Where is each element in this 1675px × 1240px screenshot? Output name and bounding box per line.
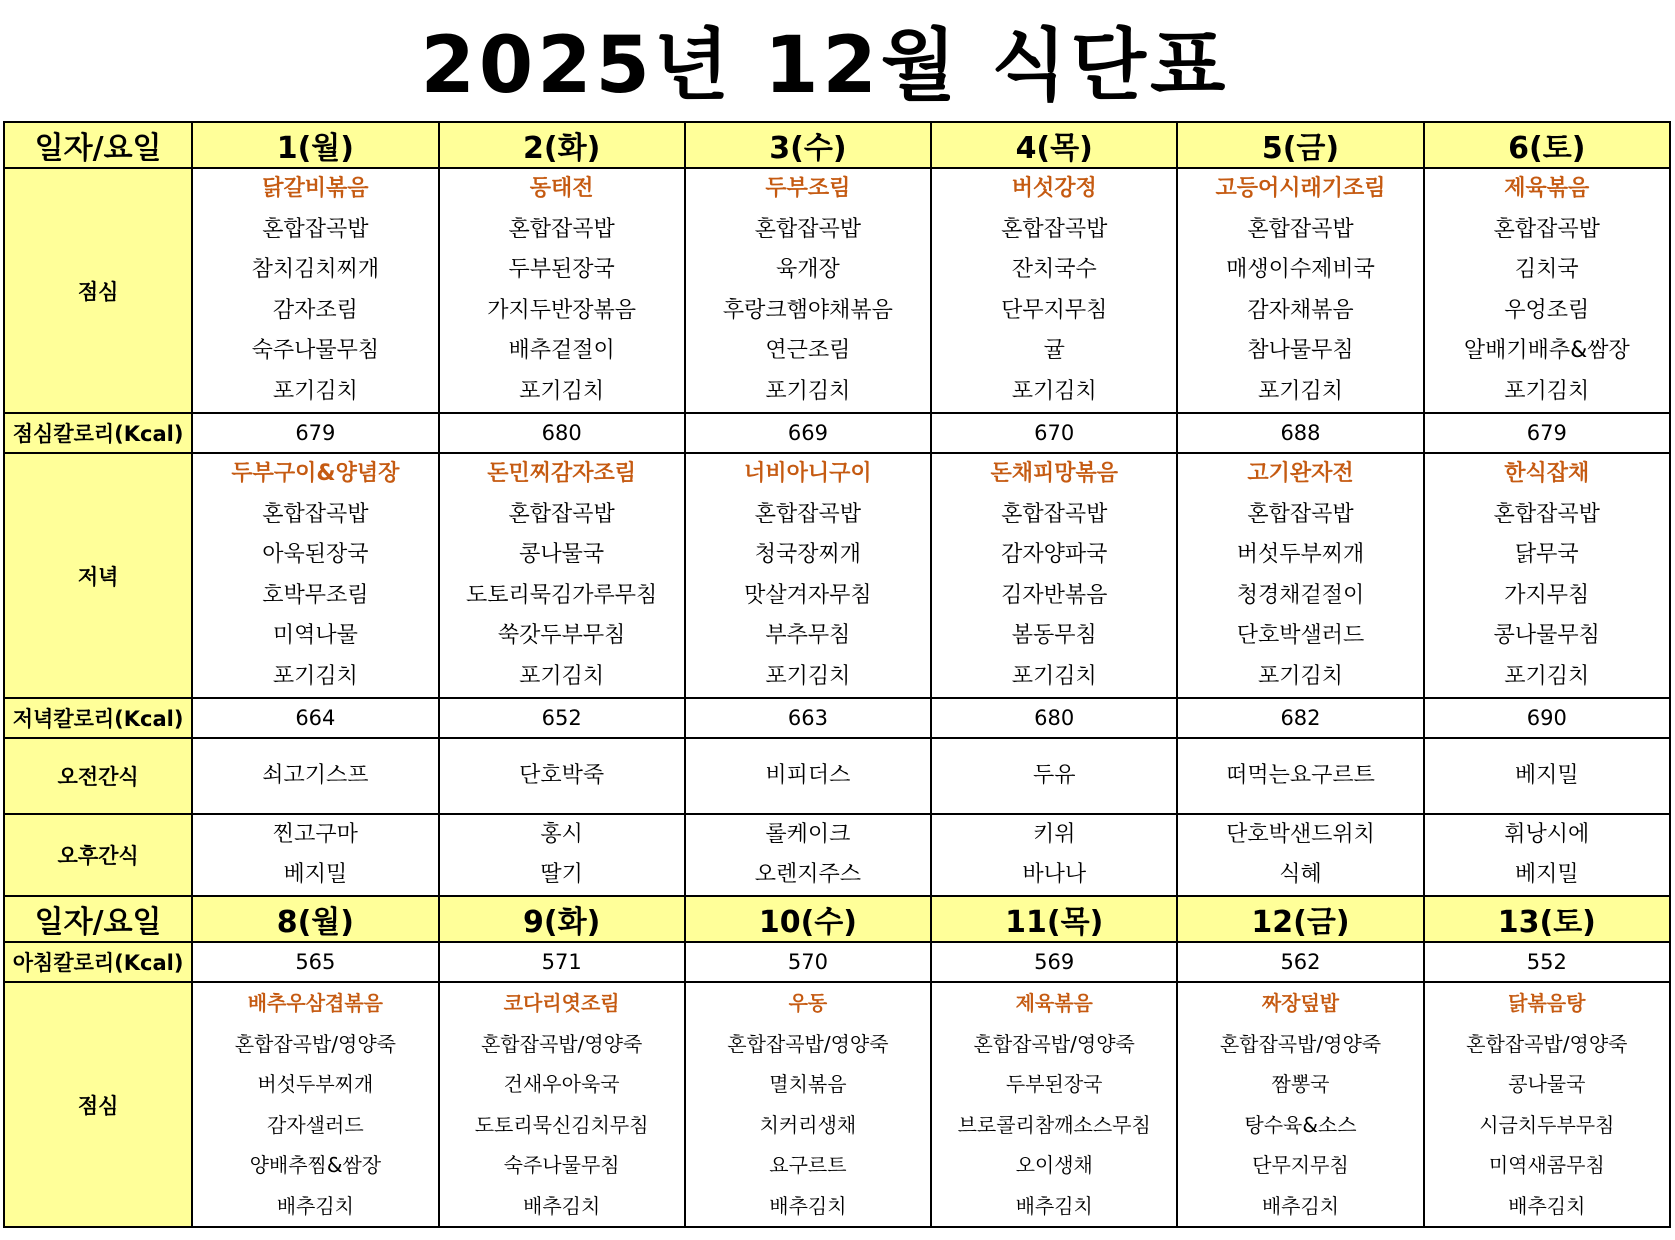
menu-item: 단호박샐러드 [1236,623,1365,648]
menu-list [686,756,930,796]
main-dish: 닭볶음탕 [1508,991,1586,1015]
menu-item: 배추김치 [769,1193,847,1218]
menu-item: 단호박죽 [519,763,605,788]
menu-list [193,454,437,697]
menu-item: 배추김치 [276,1193,354,1218]
kcal-value: 571 [439,942,685,982]
menu-item: 혼합잡곡밥/영양죽 [1466,1031,1628,1056]
main-dish: 두부구이&양념장 [231,461,400,486]
menu-cell [1424,814,1670,896]
menu-item: 숙주나물무침 [503,1153,620,1177]
main-dish: 닭갈비볶음 [262,176,369,201]
menu-item: 포기김치 [519,663,605,689]
menu-item: 콩나물국 [1508,1072,1586,1096]
menu-item: 혼합잡곡밥 [508,216,615,242]
menu-list [440,756,684,796]
kcal-value: 562 [1177,942,1423,982]
menu-list [1178,815,1422,895]
menu-item: 단무지무침 [1001,297,1108,323]
menu-item: 콩나물국 [519,542,605,567]
menu-list [193,756,437,796]
day-header: 9(화) [439,896,685,942]
menu-list [1425,983,1669,1226]
menu-item: 두부된장국 [1005,1072,1103,1096]
menu-item: 시금치두부무침 [1479,1112,1615,1137]
day-header: 11(목) [931,896,1177,942]
menu-item: 혼합잡곡밥 [1001,501,1108,527]
header-label-week2: 일자/요일 [4,896,192,942]
menu-list [1425,454,1669,697]
menu-item: 포기김치 [272,378,358,404]
menu-cell [192,738,438,814]
menu-item: 탕수육&소스 [1244,1112,1357,1137]
menu-item: 쑥갓두부무침 [497,623,626,648]
menu-cell [192,168,438,413]
day-header: 4(목) [931,122,1177,168]
day-header: 13(토) [1424,896,1670,942]
menu-item: 오이생채 [1015,1153,1093,1177]
menu-list [1425,815,1669,895]
menu-cell [439,982,685,1227]
menu-item: 감자채볶음 [1247,297,1354,323]
menu-cell [1177,814,1423,896]
menu-item: 혼합잡곡밥 [1247,501,1354,527]
menu-cell [192,982,438,1227]
menu-list [1178,983,1422,1226]
menu-item: 참치김치찌개 [251,257,380,282]
menu-item: 연근조림 [765,338,851,363]
menu-item: 배추김치 [1508,1193,1586,1218]
menu-cell [1177,168,1423,413]
menu-item: 혼합잡곡밥 [1247,216,1354,242]
row-label-lunch: 점심 [4,168,192,413]
menu-item: 베지밀 [1514,763,1579,788]
menu-item: 아욱된장국 [262,542,369,567]
week1-am-snack-row [4,738,1670,814]
menu-cell [685,814,931,896]
menu-item: 미역새콤무침 [1488,1153,1605,1177]
kcal-value: 680 [439,413,685,453]
menu-item: 홍시 [540,822,583,847]
menu-table [3,121,1671,1228]
menu-item: 포기김치 [1257,663,1343,689]
menu-item: 닭무국 [1514,542,1579,567]
menu-list [932,756,1176,796]
menu-list [1178,756,1422,796]
main-dish: 두부조림 [765,176,851,201]
menu-list [686,815,930,895]
menu-item: 콩나물무침 [1493,623,1600,648]
menu-item: 오렌지주스 [754,862,862,887]
main-dish: 동태전 [529,176,594,201]
menu-cell [931,814,1177,896]
menu-cell [192,453,438,698]
menu-item: 혼합잡곡밥 [1493,216,1600,242]
menu-list [1425,169,1669,412]
menu-cell [931,738,1177,814]
menu-item: 포기김치 [1504,663,1590,689]
menu-cell [439,814,685,896]
menu-list [440,983,684,1226]
menu-item: 포기김치 [1011,663,1097,689]
menu-cell [931,453,1177,698]
week1-dinner-row [4,453,1670,698]
menu-item: 숙주나물무침 [251,338,380,363]
row-label-lunch-kcal: 점심칼로리(Kcal) [4,413,192,453]
menu-item: 청경채겉절이 [1236,582,1365,608]
menu-list [686,454,930,697]
menu-item: 버섯두부찌개 [1236,542,1365,567]
menu-item: 잔치국수 [1011,257,1097,282]
day-header: 8(월) [192,896,438,942]
kcal-value: 679 [1424,413,1670,453]
menu-item: 청국장찌개 [754,542,862,567]
menu-item: 치커리생채 [759,1112,857,1137]
menu-item: 배추김치 [1261,1193,1340,1218]
menu-item: 감자양파국 [1001,542,1108,567]
menu-item: 육개장 [776,257,840,282]
menu-item: 알배기배추&쌈장 [1463,338,1630,363]
day-header: 3(수) [685,122,931,168]
menu-cell [685,982,931,1227]
main-dish: 한식잡채 [1504,461,1590,486]
menu-cell [439,453,685,698]
menu-list [932,454,1176,697]
menu-item: 버섯두부찌개 [257,1072,374,1096]
menu-list [193,169,437,412]
menu-item: 귤 [1043,338,1065,363]
menu-item: 포기김치 [765,378,851,404]
menu-item: 포기김치 [1257,378,1343,404]
menu-cell [192,814,438,896]
menu-item: 휘낭시에 [1504,822,1590,847]
main-dish: 버섯강정 [1011,176,1097,201]
menu-item: 바나나 [1022,862,1087,887]
menu-item: 김치국 [1514,257,1579,282]
menu-item: 혼합잡곡밥 [1493,501,1600,527]
menu-cell [1177,738,1423,814]
menu-item: 짬뽕국 [1271,1072,1330,1096]
week1-lunch-row [4,168,1670,413]
menu-item: 식혜 [1279,862,1322,887]
menu-item: 가지무침 [1504,582,1590,608]
menu-item: 혼합잡곡밥 [262,501,369,527]
main-dish: 고기완자전 [1247,461,1354,486]
row-label-breakfast-kcal: 아침칼로리(Kcal) [4,942,192,982]
menu-item: 호박무조림 [262,582,369,608]
week1-pm-snack-row [4,814,1670,896]
menu-item: 포기김치 [1011,378,1097,404]
menu-list [932,815,1176,895]
menu-item: 봄동무침 [1011,623,1097,648]
header-label: 일자/요일 [4,122,192,168]
kcal-value: 680 [931,698,1177,738]
menu-cell [931,982,1177,1227]
kcal-value: 690 [1424,698,1670,738]
menu-item: 매생이수제비국 [1226,257,1375,282]
week2-lunch-row [4,982,1670,1227]
main-dish: 제육볶음 [1015,991,1093,1015]
menu-item: 김자반볶음 [1001,582,1108,608]
kcal-value: 652 [439,698,685,738]
main-dish: 돈채피망볶음 [990,461,1118,486]
day-header: 2(화) [439,122,685,168]
kcal-value: 565 [192,942,438,982]
menu-item: 가지두반장볶음 [487,297,637,323]
menu-cell [1424,982,1670,1227]
day-header: 1(월) [192,122,438,168]
menu-list [193,983,437,1226]
main-dish: 배추우삼겹볶음 [247,991,383,1015]
day-header: 10(수) [685,896,931,942]
menu-item: 베지밀 [283,862,348,887]
menu-cell [1177,982,1423,1227]
main-dish: 고등어시래기조림 [1215,176,1386,201]
menu-item: 비피더스 [765,763,851,788]
menu-item: 멸치볶음 [769,1072,847,1096]
menu-list [932,983,1176,1226]
menu-list [1425,756,1669,796]
menu-item: 감자조림 [272,297,358,323]
row-label-am-snack: 오전간식 [4,738,192,814]
menu-item: 찐고구마 [272,822,358,847]
menu-cell [1424,168,1670,413]
menu-item: 포기김치 [272,663,358,689]
menu-cell [439,738,685,814]
day-header: 5(금) [1177,122,1423,168]
main-dish: 돈민찌감자조림 [487,461,637,486]
menu-item: 혼합잡곡밥 [1001,216,1108,242]
menu-list [440,169,684,412]
menu-cell [685,453,931,698]
menu-item: 배추김치 [1015,1193,1093,1218]
menu-list [193,815,437,895]
menu-item: 베지밀 [1514,862,1579,887]
page-title: 2025년 12월 식단표 [420,21,1230,111]
kcal-value: 570 [685,942,931,982]
row-label-dinner-kcal: 저녁칼로리(Kcal) [4,698,192,738]
week1-dinner-kcal-row [4,698,1670,738]
menu-item: 혼합잡곡밥/영양죽 [480,1031,643,1056]
menu-item: 롤케이크 [765,822,851,847]
row-label-dinner: 저녁 [4,453,192,698]
kcal-value: 663 [685,698,931,738]
menu-item: 키위 [1032,822,1076,847]
menu-item: 미역나물 [272,623,358,648]
week2-breakfast-kcal-row [4,942,1670,982]
row-label-pm-snack: 오후간식 [4,814,192,896]
main-dish: 짜장덮밥 [1261,991,1340,1015]
menu-item: 혼합잡곡밥 [262,216,369,242]
main-dish: 너비아니구이 [744,461,872,486]
row-label-lunch-week2: 점심 [4,982,192,1227]
menu-item: 포기김치 [519,378,605,404]
menu-item: 우엉조림 [1504,297,1590,323]
menu-cell [1424,453,1670,698]
menu-item: 포기김치 [1504,378,1590,404]
menu-item: 참나물무침 [1247,338,1354,363]
kcal-value: 670 [931,413,1177,453]
menu-item: 후랑크햄야채볶음 [722,297,893,323]
menu-item: 브로콜리참깨소스무침 [957,1112,1151,1137]
menu-item: 양배추찜&쌈장 [249,1153,382,1177]
menu-item: 혼합잡곡밥/영양죽 [1219,1031,1382,1056]
kcal-value: 669 [685,413,931,453]
main-dish: 우동 [788,991,828,1015]
menu-item: 건새우아욱국 [503,1072,620,1096]
menu-cell [685,168,931,413]
menu-list [686,983,930,1226]
kcal-value: 682 [1177,698,1423,738]
kcal-value: 664 [192,698,438,738]
menu-list [440,815,684,895]
menu-item: 혼합잡곡밥 [508,501,615,527]
menu-item: 혼합잡곡밥/영양죽 [973,1031,1135,1056]
menu-item: 혼합잡곡밥/영양죽 [727,1031,889,1056]
kcal-value: 552 [1424,942,1670,982]
menu-item: 혼합잡곡밥 [754,216,862,242]
menu-item: 도토리묵김가루무침 [466,582,658,608]
menu-item: 배추겉절이 [508,338,615,363]
menu-item: 두유 [1032,763,1076,788]
main-dish: 제육볶음 [1504,176,1590,201]
menu-item: 배추김치 [523,1193,601,1218]
week1-header-row [4,122,1670,168]
menu-item: 단호박샌드위치 [1226,822,1375,847]
kcal-value: 688 [1177,413,1423,453]
menu-item: 포기김치 [765,663,851,689]
menu-list [686,169,930,412]
menu-cell [931,168,1177,413]
day-header: 12(금) [1177,896,1423,942]
day-header: 6(토) [1424,122,1670,168]
menu-list [1178,454,1422,697]
main-dish: 코다리엿조림 [503,991,620,1015]
menu-cell [1424,738,1670,814]
menu-item: 요구르트 [769,1153,847,1177]
kcal-value: 569 [931,942,1177,982]
menu-item: 떠먹는요구르트 [1226,763,1375,788]
week2-header-row [4,896,1670,942]
menu-item: 부추무침 [765,623,851,648]
menu-cell [439,168,685,413]
menu-item: 감자샐러드 [267,1112,364,1137]
menu-list [1178,169,1422,412]
menu-cell [1177,453,1423,698]
menu-item: 혼합잡곡밥 [754,501,862,527]
menu-item: 딸기 [540,862,583,887]
menu-item: 도토리묵신김치무침 [474,1112,649,1137]
menu-cell [685,738,931,814]
week1-lunch-kcal-row [4,413,1670,453]
menu-item: 맛살겨자무침 [744,582,872,608]
menu-item: 두부된장국 [508,257,615,282]
menu-list [932,169,1176,412]
kcal-value: 679 [192,413,438,453]
menu-item: 혼합잡곡밥/영양죽 [234,1031,397,1056]
menu-item: 쇠고기스프 [262,763,369,788]
menu-list [440,454,684,697]
menu-item: 단무지무침 [1252,1153,1349,1177]
